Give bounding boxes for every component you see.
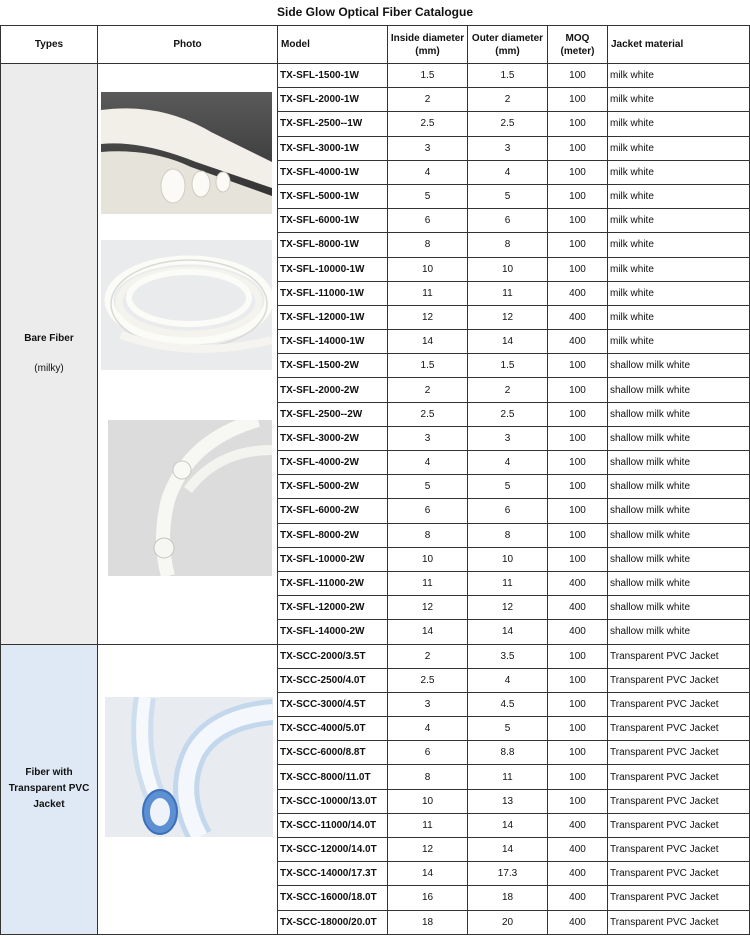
inside-diameter-cell: 4 [388,160,468,184]
jacket-material-cell: Transparent PVC Jacket [608,644,750,668]
moq-cell: 400 [548,886,608,910]
jacket-material-cell: Transparent PVC Jacket [608,668,750,692]
outer-diameter-cell: 14 [468,813,548,837]
moq-cell: 100 [548,257,608,281]
type-cell [1,644,98,934]
outer-diameter-cell: 14 [468,330,548,354]
outer-diameter-cell: 2 [468,378,548,402]
model-cell: TX-SFL-4000-1W [278,160,388,184]
jacket-material-cell: milk white [608,305,750,329]
moq-cell: 100 [548,451,608,475]
outer-diameter-cell: 8 [468,233,548,257]
inside-diameter-cell: 11 [388,813,468,837]
outer-diameter-cell: 20 [468,910,548,934]
inside-diameter-cell: 2.5 [388,668,468,692]
moq-cell: 100 [548,378,608,402]
jacket-material-cell: shallow milk white [608,547,750,571]
model-cell: TX-SFL-2000-2W [278,378,388,402]
moq-cell: 100 [548,717,608,741]
inside-diameter-cell: 12 [388,838,468,862]
model-cell: TX-SCC-10000/13.0T [278,789,388,813]
header-row [1,26,750,64]
catalogue-table [0,25,750,935]
jacket-material-cell: shallow milk white [608,354,750,378]
model-cell: TX-SCC-3000/4.5T [278,692,388,716]
jacket-material-cell: shallow milk white [608,523,750,547]
moq-cell: 100 [548,136,608,160]
jacket-material-cell: milk white [608,257,750,281]
outer-diameter-cell: 4 [468,160,548,184]
moq-cell: 100 [548,354,608,378]
jacket-material-cell: Transparent PVC Jacket [608,886,750,910]
moq-cell: 100 [548,523,608,547]
moq-cell: 100 [548,426,608,450]
jacket-material-cell: Transparent PVC Jacket [608,910,750,934]
moq-cell: 100 [548,668,608,692]
outer-diameter-cell: 2 [468,88,548,112]
outer-diameter-cell: 3.5 [468,644,548,668]
inside-diameter-cell: 8 [388,765,468,789]
moq-cell: 100 [548,741,608,765]
header-model: Model [278,26,388,64]
moq-cell: 100 [548,184,608,208]
type-cell [1,64,98,645]
inside-diameter-cell: 2.5 [388,402,468,426]
outer-diameter-cell: 12 [468,596,548,620]
outer-diameter-cell: 11 [468,765,548,789]
jacket-material-cell: shallow milk white [608,402,750,426]
model-cell: TX-SFL-14000-2W [278,620,388,644]
jacket-material-cell: milk white [608,184,750,208]
moq-cell: 100 [548,692,608,716]
inside-diameter-cell: 2.5 [388,112,468,136]
inside-diameter-cell: 16 [388,886,468,910]
catalogue-title: Side Glow Optical Fiber Catalogue [276,5,474,19]
model-cell: TX-SFL-2500--2W [278,402,388,426]
inside-diameter-cell: 6 [388,741,468,765]
model-cell: TX-SCC-6000/8.8T [278,741,388,765]
jacket-material-cell: Transparent PVC Jacket [608,838,750,862]
model-cell: TX-SFL-12000-1W [278,305,388,329]
jacket-material-cell: milk white [608,160,750,184]
moq-cell: 400 [548,620,608,644]
jacket-material-cell: milk white [608,136,750,160]
inside-diameter-cell: 4 [388,451,468,475]
inside-diameter-cell: 6 [388,209,468,233]
outer-diameter-cell: 14 [468,838,548,862]
outer-diameter-cell: 4 [468,451,548,475]
inside-diameter-cell: 5 [388,184,468,208]
outer-diameter-cell: 1.5 [468,64,548,88]
type-label: Bare Fiber [24,332,74,344]
outer-diameter-cell: 12 [468,305,548,329]
model-cell: TX-SFL-14000-1W [278,330,388,354]
model-cell: TX-SFL-2000-1W [278,88,388,112]
moq-cell: 100 [548,402,608,426]
moq-cell: 100 [548,160,608,184]
model-cell: TX-SCC-12000/14.0T [278,838,388,862]
jacket-material-cell: shallow milk white [608,475,750,499]
type-sublabel: (milky) [34,362,64,374]
moq-cell: 100 [548,88,608,112]
outer-diameter-cell: 11 [468,281,548,305]
model-cell: TX-SFL-4000-2W [278,451,388,475]
moq-cell: 100 [548,644,608,668]
inside-diameter-cell: 10 [388,547,468,571]
table-row [1,644,750,668]
inside-diameter-cell: 3 [388,692,468,716]
jacket-material-cell: milk white [608,330,750,354]
photo-cell [98,64,278,645]
moq-cell: 100 [548,475,608,499]
inside-diameter-cell: 14 [388,330,468,354]
outer-diameter-cell: 5 [468,717,548,741]
header-outer-diameter: Outer diameter (mm) [468,26,548,64]
shallow-milky-fiber-photo [108,420,272,576]
moq-cell: 400 [548,910,608,934]
model-cell: TX-SCC-2000/3.5T [278,644,388,668]
inside-diameter-cell: 12 [388,596,468,620]
model-cell: TX-SFL-5000-2W [278,475,388,499]
outer-diameter-cell: 2.5 [468,112,548,136]
jacket-material-cell: shallow milk white [608,499,750,523]
outer-diameter-cell: 5 [468,184,548,208]
jacket-material-cell: milk white [608,281,750,305]
inside-diameter-cell: 18 [388,910,468,934]
model-cell: TX-SCC-11000/14.0T [278,813,388,837]
outer-diameter-cell: 10 [468,257,548,281]
moq-cell: 100 [548,233,608,257]
model-cell: TX-SFL-11000-2W [278,571,388,595]
inside-diameter-cell: 10 [388,257,468,281]
model-cell: TX-SFL-11000-1W [278,281,388,305]
model-cell: TX-SCC-18000/20.0T [278,910,388,934]
inside-diameter-cell: 2 [388,88,468,112]
model-cell: TX-SFL-12000-2W [278,596,388,620]
model-cell: TX-SCC-4000/5.0T [278,717,388,741]
moq-cell: 100 [548,499,608,523]
milky-fiber-coil-photo [101,240,272,370]
jacket-material-cell: milk white [608,88,750,112]
header-types: Types [1,26,98,64]
model-cell: TX-SFL-6000-1W [278,209,388,233]
inside-diameter-cell: 3 [388,426,468,450]
inside-diameter-cell: 10 [388,789,468,813]
jacket-material-cell: Transparent PVC Jacket [608,692,750,716]
inside-diameter-cell: 14 [388,620,468,644]
outer-diameter-cell: 17.3 [468,862,548,886]
outer-diameter-cell: 1.5 [468,354,548,378]
outer-diameter-cell: 2.5 [468,402,548,426]
inside-diameter-cell: 1.5 [388,354,468,378]
inside-diameter-cell: 2 [388,378,468,402]
moq-cell: 100 [548,789,608,813]
outer-diameter-cell: 14 [468,620,548,644]
model-cell: TX-SFL-1500-1W [278,64,388,88]
outer-diameter-cell: 11 [468,571,548,595]
moq-cell: 400 [548,571,608,595]
inside-diameter-cell: 8 [388,523,468,547]
outer-diameter-cell: 5 [468,475,548,499]
outer-diameter-cell: 3 [468,136,548,160]
model-cell: TX-SCC-2500/4.0T [278,668,388,692]
jacket-material-cell: Transparent PVC Jacket [608,765,750,789]
jacket-material-cell: Transparent PVC Jacket [608,741,750,765]
moq-cell: 400 [548,330,608,354]
photo-cell [98,644,278,934]
model-cell: TX-SFL-10000-1W [278,257,388,281]
inside-diameter-cell: 1.5 [388,64,468,88]
inside-diameter-cell: 5 [388,475,468,499]
inside-diameter-cell: 8 [388,233,468,257]
header-inside-diameter: Inside diameter (mm) [388,26,468,64]
outer-diameter-cell: 13 [468,789,548,813]
outer-diameter-cell: 8.8 [468,741,548,765]
moq-cell: 400 [548,838,608,862]
moq-cell: 100 [548,64,608,88]
moq-cell: 100 [548,209,608,233]
jacket-material-cell: Transparent PVC Jacket [608,789,750,813]
moq-cell: 400 [548,305,608,329]
model-cell: TX-SFL-2500--1W [278,112,388,136]
model-cell: TX-SFL-10000-2W [278,547,388,571]
header-moq: MOQ (meter) [548,26,608,64]
model-cell: TX-SCC-8000/11.0T [278,765,388,789]
jacket-material-cell: shallow milk white [608,378,750,402]
jacket-material-cell: milk white [608,209,750,233]
outer-diameter-cell: 3 [468,426,548,450]
model-cell: TX-SFL-8000-1W [278,233,388,257]
model-cell: TX-SFL-3000-2W [278,426,388,450]
jacket-material-cell: Transparent PVC Jacket [608,813,750,837]
pvc-jacket-fiber-photo [105,697,273,837]
outer-diameter-cell: 6 [468,499,548,523]
moq-cell: 400 [548,596,608,620]
inside-diameter-cell: 14 [388,862,468,886]
outer-diameter-cell: 18 [468,886,548,910]
model-cell: TX-SFL-3000-1W [278,136,388,160]
jacket-material-cell: shallow milk white [608,596,750,620]
jacket-material-cell: milk white [608,64,750,88]
type-label: Fiber with Transparent PVC Jacket [8,767,90,811]
inside-diameter-cell: 4 [388,717,468,741]
model-cell: TX-SCC-14000/17.3T [278,862,388,886]
inside-diameter-cell: 2 [388,644,468,668]
jacket-material-cell: Transparent PVC Jacket [608,717,750,741]
inside-diameter-cell: 11 [388,571,468,595]
moq-cell: 100 [548,547,608,571]
jacket-material-cell: shallow milk white [608,451,750,475]
jacket-material-cell: shallow milk white [608,426,750,450]
jacket-material-cell: milk white [608,112,750,136]
table-row [1,64,750,88]
outer-diameter-cell: 8 [468,523,548,547]
inside-diameter-cell: 6 [388,499,468,523]
model-cell: TX-SCC-16000/18.0T [278,886,388,910]
model-cell: TX-SFL-6000-2W [278,499,388,523]
catalogue-body [1,64,750,935]
jacket-material-cell: shallow milk white [608,571,750,595]
jacket-material-cell: shallow milk white [608,620,750,644]
header-jacket-material: Jacket material [608,26,750,64]
outer-diameter-cell: 4.5 [468,692,548,716]
model-cell: TX-SFL-1500-2W [278,354,388,378]
outer-diameter-cell: 6 [468,209,548,233]
moq-cell: 100 [548,112,608,136]
jacket-material-cell: milk white [608,233,750,257]
moq-cell: 100 [548,765,608,789]
inside-diameter-cell: 11 [388,281,468,305]
moq-cell: 400 [548,281,608,305]
inside-diameter-cell: 12 [388,305,468,329]
model-cell: TX-SFL-8000-2W [278,523,388,547]
milky-fiber-cut-ends-photo [101,92,272,214]
moq-cell: 400 [548,813,608,837]
moq-cell: 400 [548,862,608,886]
outer-diameter-cell: 4 [468,668,548,692]
header-photo: Photo [98,26,278,64]
outer-diameter-cell: 10 [468,547,548,571]
model-cell: TX-SFL-5000-1W [278,184,388,208]
jacket-material-cell: Transparent PVC Jacket [608,862,750,886]
inside-diameter-cell: 3 [388,136,468,160]
